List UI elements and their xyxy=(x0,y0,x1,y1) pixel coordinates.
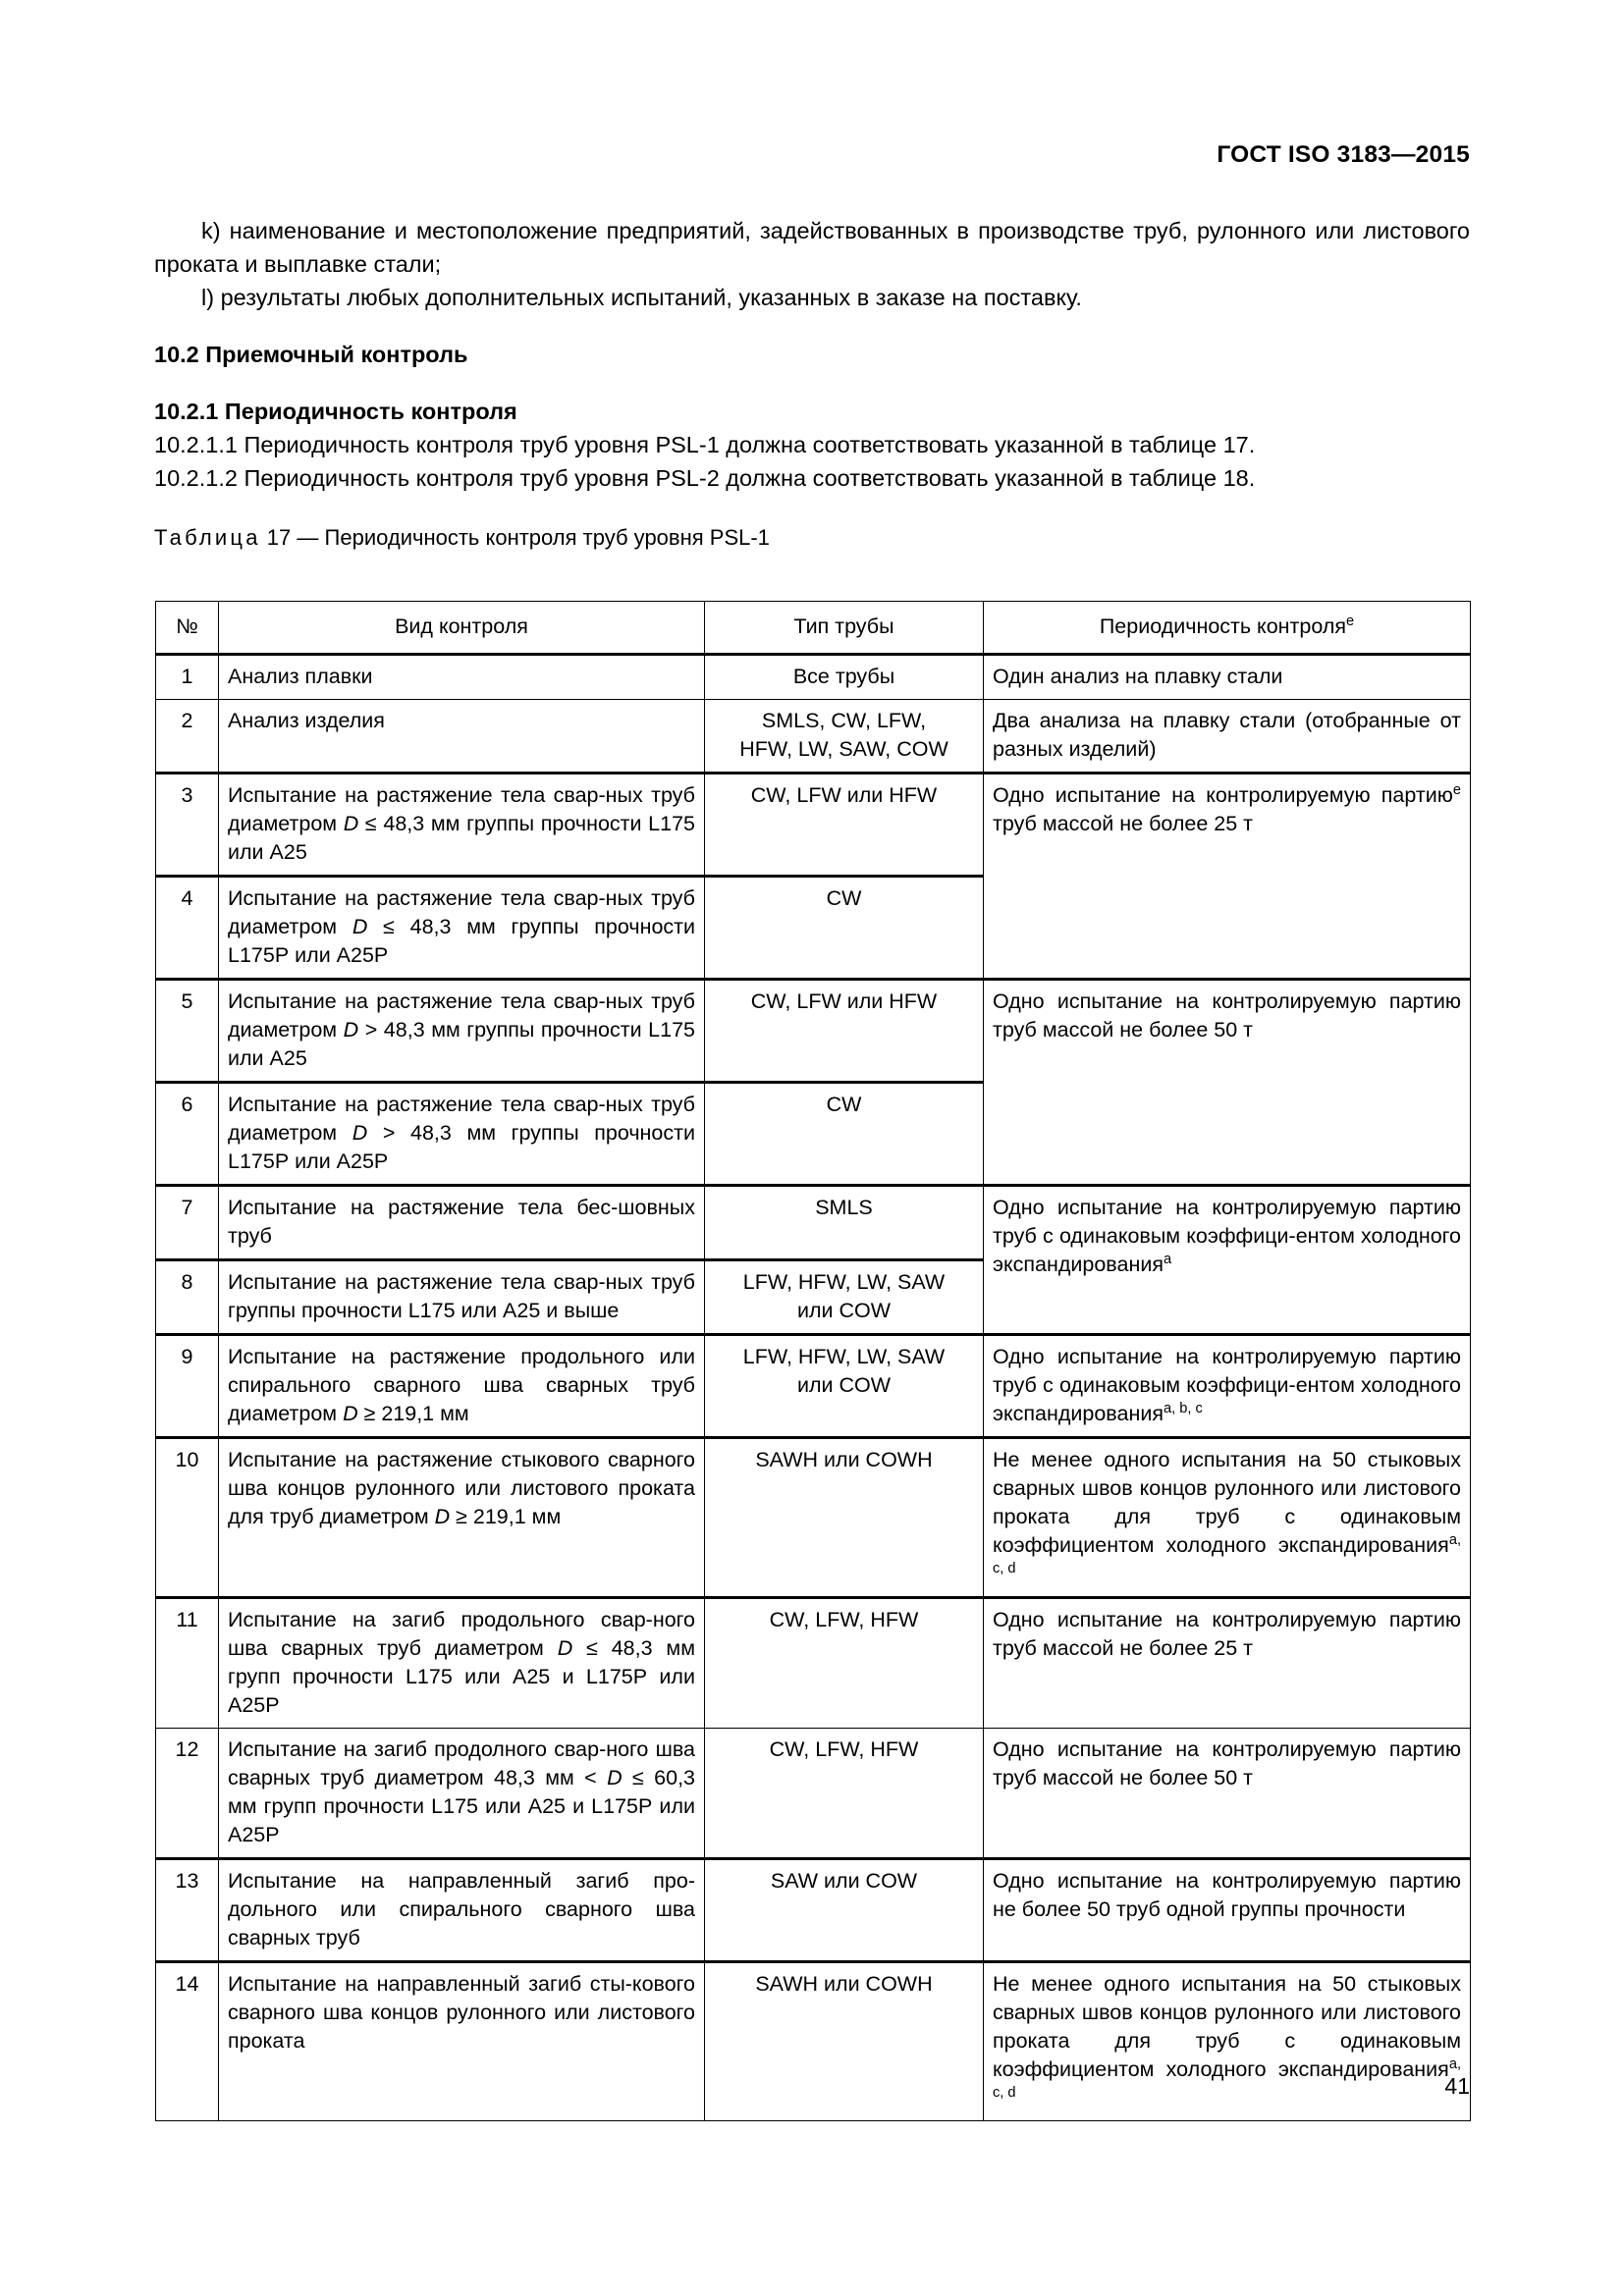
cell-frequency: Одно испытание на контролируемую партию труб массой не более 50 т xyxy=(984,980,1471,1186)
footnote-marker: e xyxy=(1346,613,1355,629)
cell-frequency: Одно испытание на контролируемую партию труб массой не более 50 т xyxy=(984,1729,1471,1859)
cell-pipe-type: CW, LFW или HFW xyxy=(705,980,984,1083)
cell-row-number: 5 xyxy=(156,980,219,1083)
table-17 xyxy=(155,601,1471,2121)
cell-inspection-type: Испытание на загиб продольного свар-ного шва сварных труб диаметром D ≤ 48,3 мм групп прочности L175 или А25 и L175Р или А25Р xyxy=(219,1598,705,1729)
column-header-frequency xyxy=(984,602,1471,655)
cell-inspection-type: Испытание на загиб продолного свар-ного шва сварных труб диаметром 48,3 мм < D ≤ 60,3 мм групп прочности L175 или А25 и L175Р или А25Р xyxy=(219,1729,705,1859)
cell-frequency: Одно испытание на контролируемую партию труб с одинаковым коэффици-ентом холодного экспандирования$^{a, b, c}$ xyxy=(984,1335,1471,1438)
column-header-pipe-type: Тип трубы xyxy=(705,602,984,655)
heading-10-2: 10.2 Приемочный контроль xyxy=(154,342,468,367)
cell-pipe-type xyxy=(705,1260,984,1335)
cell-row-number: 13 xyxy=(156,1859,219,1962)
cell-row-number: 3 xyxy=(156,774,219,877)
cell-pipe-type: SMLS xyxy=(705,1186,984,1260)
cell-inspection-type: Испытание на направленный загиб про-дольного или спирального сварного шва сварных труб xyxy=(219,1859,705,1962)
cell-pipe-type: CW, LFW, HFW xyxy=(705,1729,984,1859)
table-body xyxy=(156,655,1471,2121)
cell-frequency: Одно испытание на контролируемую партию не более 50 труб одной группы прочности xyxy=(984,1859,1471,1962)
column-header-no: № xyxy=(156,602,219,655)
cell-inspection-type: Анализ изделия xyxy=(219,700,705,774)
table-header-row xyxy=(156,602,1471,655)
cell-pipe-type-line: LFW, HFW, LW, SAW xyxy=(742,1345,946,1368)
cell-row-number: 6 xyxy=(156,1083,219,1186)
para-10-2-1-1: 10.2.1.1 Периодичность контроля труб уровня PSL-1 должна соответствовать указанной в таблице 17. xyxy=(154,432,1256,457)
cell-row-number: 14 xyxy=(156,1962,219,2121)
cell-pipe-type-line: HFW, LW, SAW, COW xyxy=(739,737,948,761)
cell-row-number: 9 xyxy=(156,1335,219,1438)
table-row xyxy=(156,774,1471,877)
cell-row-number: 12 xyxy=(156,1729,219,1859)
cell-pipe-type: SAWH или COWH xyxy=(705,1438,984,1598)
cell-inspection-type: Испытание на растяжение тела свар-ных труб диаметром D > 48,3 мм группы прочности L175Р или А25Р xyxy=(219,1083,705,1186)
cell-inspection-type: Испытание на растяжение тела свар-ных труб диаметром D ≤ 48,3 мм группы прочности L175 или А25 xyxy=(219,774,705,877)
table-row xyxy=(156,700,1471,774)
list-item-l: l) результаты любых дополнительных испытаний, указанных в заказе на поставку. xyxy=(201,285,1082,310)
cell-inspection-type: Испытание на растяжение стыкового сварного шва концов рулонного или листового проката для труб диаметром D ≥ 219,1 мм xyxy=(219,1438,705,1598)
cell-pipe-type xyxy=(705,1335,984,1438)
cell-frequency: Не менее одного испытания на 50 стыковых сварных швов концов рулонного или листового проката для труб с одинаковым коэффициентом холодного экспандирования$^{a, c, d}$ xyxy=(984,1962,1471,2121)
cell-row-number: 2 xyxy=(156,700,219,774)
cell-pipe-type-line: LFW, HFW, LW, SAW xyxy=(742,1270,946,1294)
table-caption-word: Таблица xyxy=(154,525,261,550)
cell-inspection-type: Испытание на растяжение тела свар-ных труб диаметром D > 48,3 мм группы прочности L175 или А25 xyxy=(219,980,705,1083)
cell-row-number: 1 xyxy=(156,655,219,700)
running-head-standard-number: ГОСТ ISO 3183—2015 xyxy=(1217,141,1470,168)
para-10-2-1-2: 10.2.1.2 Периодичность контроля труб уровня PSL-2 должна соответствовать указанной в таблице 18. xyxy=(154,465,1256,491)
cell-pipe-type: CW xyxy=(705,1083,984,1186)
table-caption xyxy=(154,522,1470,554)
heading-10-2-1: 10.2.1 Периодичность контроля xyxy=(154,399,517,424)
table-row xyxy=(156,980,1471,1083)
table-caption-number: 17 xyxy=(266,525,292,550)
cell-frequency: Не менее одного испытания на 50 стыковых сварных швов концов рулонного или листового проката для труб с одинаковым коэффициентом холодного экспандирования$^{a, c, d}$ xyxy=(984,1438,1471,1598)
cell-pipe-type: Все трубы xyxy=(705,655,984,700)
table-row xyxy=(156,1859,1471,1962)
cell-pipe-type xyxy=(705,700,984,774)
cell-pipe-type-line: или COW xyxy=(796,1299,892,1322)
cell-pipe-type: CW, LFW или HFW xyxy=(705,774,984,877)
cell-frequency: Одно испытание на контролируемую партию труб с одинаковым коэффици-ентом холодного экспандирования$^a$ xyxy=(984,1186,1471,1335)
table-header xyxy=(156,602,1471,655)
column-header-inspection-type: Вид контроля xyxy=(219,602,705,655)
table-caption-dash: — xyxy=(297,525,319,550)
cell-inspection-type: Испытание на направленный загиб сты-кового сварного шва концов рулонного или листового проката xyxy=(219,1962,705,2121)
cell-inspection-type: Испытание на растяжение продольного или спирального сварного шва сварных труб диаметром D ≥ 219,1 мм xyxy=(219,1335,705,1438)
table-caption-title: Периодичность контроля труб уровня PSL-1 xyxy=(324,525,770,550)
table-row xyxy=(156,655,1471,700)
cell-inspection-type: Испытание на растяжение тела свар-ных труб диаметром D ≤ 48,3 мм группы прочности L175Р или А25Р xyxy=(219,877,705,980)
table-row xyxy=(156,1335,1471,1438)
cell-pipe-type: CW, LFW, HFW xyxy=(705,1598,984,1729)
cell-frequency: Один анализ на плавку стали xyxy=(984,655,1471,700)
body-text-block xyxy=(154,214,1470,554)
cell-inspection-type: Анализ плавки xyxy=(219,655,705,700)
table-row xyxy=(156,1186,1471,1260)
cell-row-number: 4 xyxy=(156,877,219,980)
cell-frequency: Одно испытание на контролируемую партию труб массой не более 25 т xyxy=(984,1598,1471,1729)
cell-pipe-type-line: или COW xyxy=(796,1373,892,1397)
table-row xyxy=(156,1438,1471,1598)
cell-row-number: 8 xyxy=(156,1260,219,1335)
page-number: 41 xyxy=(1444,2073,1470,2099)
cell-frequency: Одно испытание на контролируемую партию$^e$ труб массой не более 25 т xyxy=(984,774,1471,980)
cell-pipe-type: SAWH или COWH xyxy=(705,1962,984,2121)
table-17-container xyxy=(155,601,1470,2121)
cell-pipe-type: CW xyxy=(705,877,984,980)
column-header-frequency-label: Периодичность контроля xyxy=(1099,614,1347,638)
list-item-k: k) наименование и местоположение предприятий, задействованных в производстве труб, рулонного или листового проката и выплавке стали; xyxy=(154,218,1470,277)
table-row xyxy=(156,1598,1471,1729)
cell-inspection-type: Испытание на растяжение тела свар-ных труб группы прочности L175 или А25 и выше xyxy=(219,1260,705,1335)
cell-row-number: 11 xyxy=(156,1598,219,1729)
cell-frequency: Два анализа на плавку стали (отобранные от разных изделий) xyxy=(984,700,1471,774)
table-row xyxy=(156,1962,1471,2121)
cell-row-number: 7 xyxy=(156,1186,219,1260)
cell-inspection-type: Испытание на растяжение тела бес-шовных труб xyxy=(219,1186,705,1260)
table-row xyxy=(156,1729,1471,1859)
cell-pipe-type-line: SMLS, CW, LFW, xyxy=(761,709,927,732)
cell-pipe-type: SAW или COW xyxy=(705,1859,984,1962)
cell-row-number: 10 xyxy=(156,1438,219,1598)
